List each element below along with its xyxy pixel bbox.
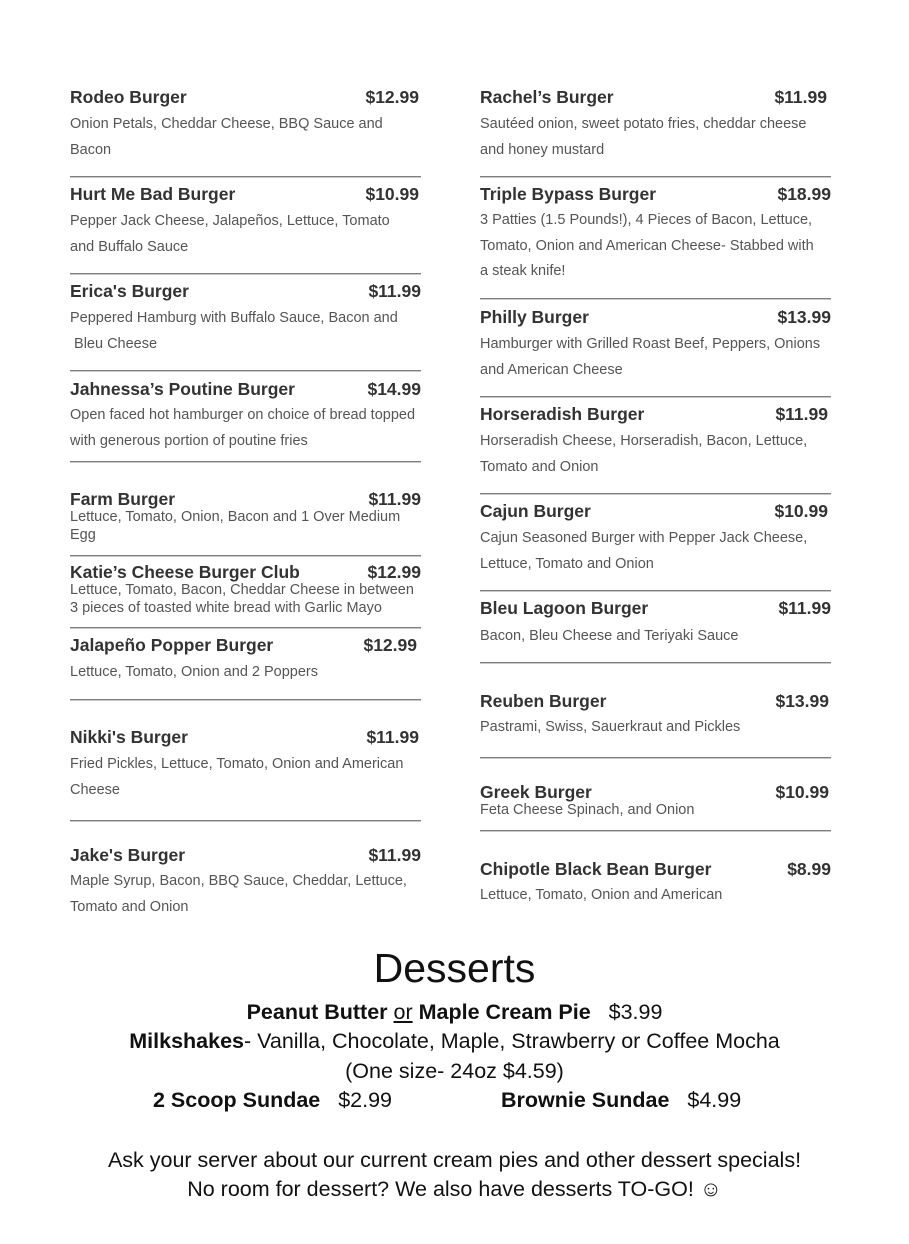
item-price: $11.99	[774, 87, 827, 107]
item-name: Farm Burger	[70, 489, 176, 509]
item-name: Jalapeño Popper Burger	[70, 635, 274, 655]
item-description: Peppered Hamburg with Buffalo Sauce, Bacon and Bleu Cheese	[70, 310, 398, 352]
item-description: Pepper Jack Cheese, Jalapeños, Lettuce, Tomato and Buffalo Sauce	[70, 213, 390, 255]
dessert-milkshakes-size: (One size- 24oz $4.59)	[345, 1059, 564, 1083]
item-price: $11.99	[368, 489, 421, 509]
divider	[480, 830, 831, 832]
item-name: Bleu Lagoon Burger	[480, 598, 649, 618]
divider	[70, 699, 421, 701]
divider	[480, 298, 831, 300]
item-name: Rodeo Burger	[70, 87, 187, 107]
item-price: $10.99	[365, 184, 419, 204]
item-price: $13.99	[777, 307, 831, 327]
item-name: Reuben Burger	[480, 691, 607, 711]
item-name: Chipotle Black Bean Burger	[480, 859, 712, 879]
item-name: Hurt Me Bad Burger	[70, 184, 236, 204]
item-description: Horseradish Cheese, Horseradish, Bacon, Lettuce, Tomato and Onion	[480, 433, 808, 475]
item-price: $12.99	[367, 562, 421, 582]
item-price: $18.99	[777, 184, 831, 204]
divider	[480, 590, 831, 592]
divider	[70, 176, 421, 178]
dessert-pie-line	[0, 1002, 909, 1024]
dessert-togo-note: No room for dessert? We also have desserts TO-GO! ☺	[187, 1177, 722, 1201]
dessert-pie-name-a: Peanut Butter	[246, 1000, 388, 1024]
item-price: $14.99	[367, 379, 421, 399]
item-name: Nikki's Burger	[70, 727, 188, 747]
item-name: Erica's Burger	[70, 281, 189, 301]
item-description: Pastrami, Swiss, Sauerkraut and Pickles	[480, 719, 741, 735]
dessert-scoop-sundae-name: 2 Scoop Sundae	[153, 1088, 321, 1112]
item-description: 3 Patties (1.5 Pounds!), 4 Pieces of Bacon, Lettuce, Tomato, Onion and American Cheese- Stabbed with a steak knife!	[480, 212, 814, 279]
divider	[480, 396, 831, 398]
divider	[70, 555, 421, 557]
dessert-scoop-sundae	[153, 1090, 392, 1112]
dessert-pie-or: or	[393, 1000, 413, 1024]
divider	[70, 370, 421, 372]
item-name: Katie’s Cheese Burger Club	[70, 562, 300, 582]
item-description: Lettuce, Tomato, Onion, Bacon and 1 Over Medium Egg	[70, 509, 401, 543]
dessert-specials-note: Ask your server about our current cream pies and other dessert specials!	[107, 1148, 802, 1172]
item-name: Jahnessa’s Poutine Burger	[70, 379, 295, 399]
item-price: $8.99	[787, 859, 831, 879]
divider	[480, 176, 831, 178]
dessert-pie-name-b: Maple Cream Pie	[418, 1000, 591, 1024]
item-name: Jake's Burger	[70, 845, 186, 865]
divider	[480, 757, 831, 759]
item-price: $12.99	[363, 635, 417, 655]
item-description: Lettuce, Tomato, Onion and 2 Poppers	[70, 664, 319, 680]
dessert-milkshakes-line	[0, 1031, 909, 1053]
dessert-brownie-sundae-price: $4.99	[687, 1088, 742, 1112]
item-description: Maple Syrup, Bacon, BBQ Sauce, Cheddar, Lettuce, Tomato and Onion	[70, 873, 407, 915]
divider	[480, 493, 831, 495]
dessert-milkshakes-flavors: - Vanilla, Chocolate, Maple, Strawberry or Coffee Mocha	[243, 1029, 780, 1053]
item-description: Feta Cheese Spinach, and Onion	[480, 802, 695, 818]
item-price: $11.99	[368, 845, 421, 865]
item-name: Greek Burger	[480, 782, 592, 802]
dessert-milkshakes-label: Milkshakes	[129, 1029, 244, 1053]
item-price: $11.99	[366, 727, 419, 747]
divider	[70, 820, 421, 822]
item-name: Triple Bypass Burger	[480, 184, 657, 204]
item-description: Fried Pickles, Lettuce, Tomato, Onion and American Cheese	[70, 756, 404, 798]
item-price: $10.99	[775, 782, 829, 802]
item-description: Lettuce, Tomato, Onion and American	[480, 887, 723, 903]
item-description: Onion Petals, Cheddar Cheese, BBQ Sauce and Bacon	[70, 116, 383, 158]
dessert-brownie-sundae	[501, 1090, 741, 1112]
divider	[70, 627, 421, 629]
item-name: Rachel’s Burger	[480, 87, 614, 107]
item-description: Lettuce, Tomato, Bacon, Cheddar Cheese in between 3 pieces of toasted white bread with Garlic Mayo	[70, 582, 414, 616]
item-name: Cajun Burger	[480, 501, 591, 521]
item-price: $11.99	[778, 598, 831, 618]
divider	[480, 662, 831, 664]
item-description: Bacon, Bleu Cheese and Teriyaki Sauce	[480, 628, 739, 644]
item-name: Horseradish Burger	[480, 404, 645, 424]
item-price: $10.99	[774, 501, 828, 521]
dessert-pie-price: $3.99	[608, 1000, 663, 1024]
item-name: Philly Burger	[480, 307, 589, 327]
item-description: Open faced hot hamburger on choice of bread topped with generous portion of poutine fries	[70, 407, 416, 449]
dessert-brownie-sundae-name: Brownie Sundae	[501, 1088, 670, 1112]
divider	[70, 273, 421, 275]
item-price: $11.99	[368, 281, 421, 301]
item-price: $11.99	[775, 404, 828, 424]
dessert-scoop-sundae-price: $2.99	[338, 1088, 392, 1112]
item-description: Sautéed onion, sweet potato fries, cheddar cheese and honey mustard	[480, 116, 807, 158]
item-description: Cajun Seasoned Burger with Pepper Jack Cheese, Lettuce, Tomato and Onion	[480, 530, 808, 572]
item-price: $13.99	[775, 691, 829, 711]
item-price: $12.99	[365, 87, 419, 107]
item-description: Hamburger with Grilled Roast Beef, Peppers, Onions and American Cheese	[480, 336, 821, 378]
divider	[70, 461, 421, 463]
desserts-heading: Desserts	[373, 945, 536, 991]
